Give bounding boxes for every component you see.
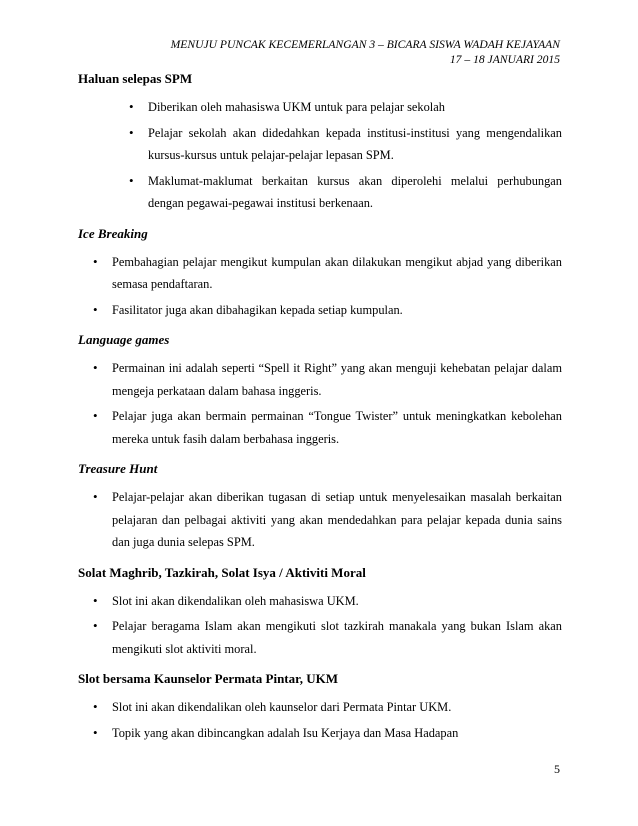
header-title: MENUJU PUNCAK KECEMERLANGAN 3 – BICARA SISWA WADAH KEJAYAAN [170, 38, 560, 51]
list-item: • Topik yang akan dibincangkan adalah Isu Kerjaya dan Masa Hadapan [78, 722, 562, 745]
list-item: • Fasilitator juga akan dibahagikan kepada setiap kumpulan. [78, 299, 562, 322]
section-slot-kaunselor [78, 670, 562, 744]
list-item: • Pelajar beragama Islam akan mengikuti slot tazkirah manakala yang bukan Islam akan mengikuti slot aktiviti moral. [78, 615, 562, 660]
list-item: • Pelajar-pelajar akan diberikan tugasan di setiap untuk menyelesaikan masalah berkaitan pelajaran dan pelbagai aktiviti yang akan mendedahkan para pelajar kepada dunia sains dan juga dunia selepas SPM. [78, 486, 562, 554]
bullet-list [78, 486, 562, 554]
section-ice-breaking [78, 225, 562, 322]
page-header [171, 37, 560, 67]
section-heading: Treasure Hunt [78, 461, 158, 476]
list-item: • Permainan ini adalah seperti “Spell it Right” yang akan menguji kehebatan pelajar dalam mengeja perkataan dalam bahasa inggeris. [78, 357, 562, 402]
list-item: • Pelajar juga akan bermain permainan “Tongue Twister” untuk meningkatkan kebolehan mereka untuk fasih dalam berbahasa inggeris. [78, 405, 562, 450]
section-heading: Language games [78, 332, 170, 347]
list-item: • Pelajar sekolah akan didedahkan kepada institusi-institusi yang mengendalikan kursus-kursus untuk pelajar-pelajar lepasan SPM. [78, 122, 562, 167]
section-heading: Haluan selepas SPM [78, 71, 193, 86]
list-item: • Slot ini akan dikendalikan oleh kaunselor dari Permata Pintar UKM. [78, 696, 562, 719]
bullet-list [78, 357, 562, 450]
list-item: • Maklumat-maklumat berkaitan kursus akan diperolehi melalui perhubungan dengan pegawai-pegawai institusi berkenaan. [78, 170, 562, 215]
bullet-list [78, 590, 562, 661]
bullet-list [78, 251, 562, 322]
section-haluan-selepas-spm [78, 70, 562, 215]
section-treasure-hunt [78, 460, 562, 554]
list-item: • Diberikan oleh mahasiswa UKM untuk para pelajar sekolah [78, 96, 562, 119]
page-number: 5 [554, 762, 560, 776]
section-heading: Ice Breaking [78, 225, 148, 241]
section-solat-maghrib [78, 564, 562, 661]
list-item: • Pembahagian pelajar mengikut kumpulan akan dilakukan mengikut abjad yang diberikan semasa pendaftaran. [78, 251, 562, 296]
section-heading: Slot bersama Kaunselor Permata Pintar, UKM [78, 671, 338, 686]
list-item: • Slot ini akan dikendalikan oleh mahasiswa UKM. [78, 590, 562, 613]
bullet-list [78, 696, 562, 744]
document-body [78, 70, 562, 754]
section-language-games [78, 331, 562, 450]
bullet-list [78, 96, 562, 215]
section-heading: Solat Maghrib, Tazkirah, Solat Isya / Aktiviti Moral [78, 564, 366, 580]
header-date: 17 – 18 JANUARI 2015 [449, 53, 560, 66]
